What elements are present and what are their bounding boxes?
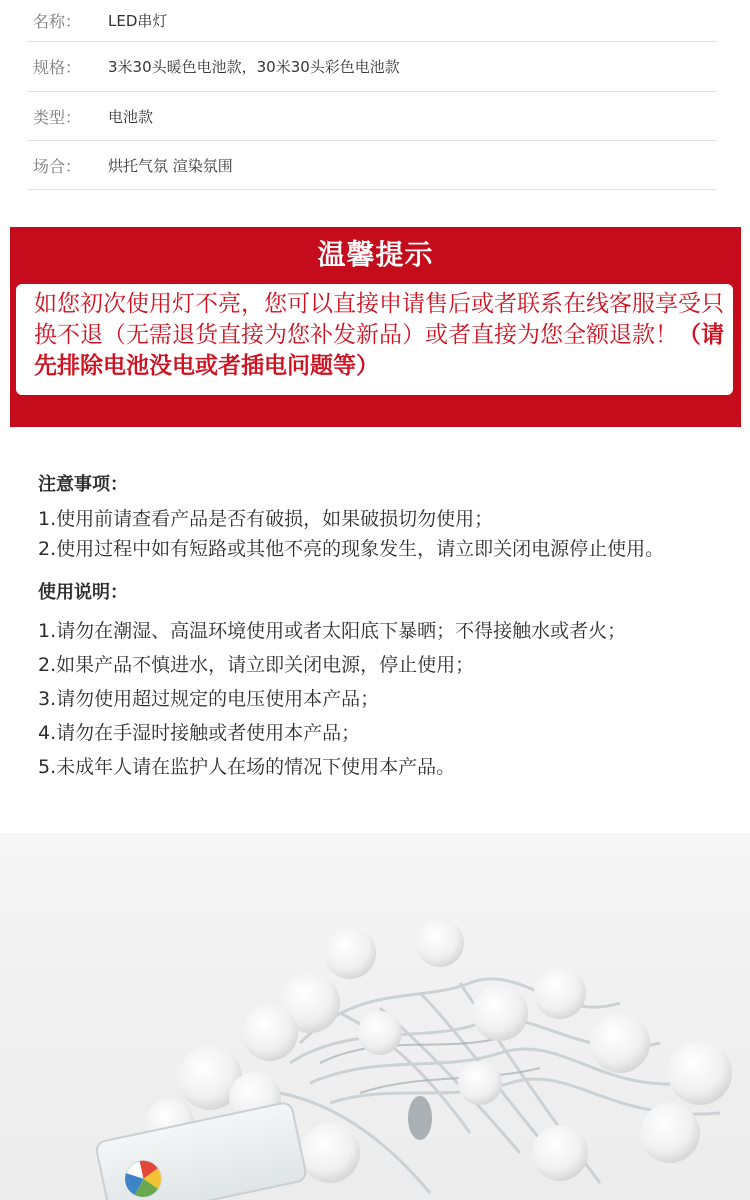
spec-label: 场合： bbox=[33, 156, 82, 176]
spec-row-name bbox=[27, 0, 717, 42]
warm-tip-text-bold: （请先排除电池没电或者插电问题等） bbox=[34, 322, 724, 379]
product-spec-table bbox=[27, 0, 717, 190]
spec-label: 类型： bbox=[33, 107, 82, 127]
spec-value: 3米30头暖色电池款，30米30头彩色电池款 bbox=[108, 58, 400, 76]
spec-row-spec bbox=[27, 42, 717, 92]
spec-label: 规格： bbox=[33, 58, 82, 77]
spec-value: LED串灯 bbox=[108, 12, 168, 30]
warm-tip-box bbox=[16, 284, 733, 395]
instruction-item: 5.未成年人请在监护人在场的情况下使用本产品。 bbox=[38, 756, 456, 778]
warm-tip-banner bbox=[10, 227, 741, 427]
instructions-title: 使用说明： bbox=[38, 582, 128, 603]
caution-item: 1.使用前请查看产品是否有破损，如果破损切勿使用； bbox=[38, 508, 494, 530]
spec-row-occasion bbox=[27, 141, 717, 190]
spec-row-type bbox=[27, 92, 717, 141]
instruction-item: 2.如果产品不慎进水，请立即关闭电源，停止使用； bbox=[38, 654, 475, 676]
instruction-item: 4.请勿在手湿时接触或者使用本产品； bbox=[38, 722, 361, 744]
cautions-section bbox=[38, 470, 738, 564]
warm-tip-text bbox=[34, 289, 724, 382]
caution-item: 2.使用过程中如有短路或其他不亮的现象发生，请立即关闭电源停止使用。 bbox=[38, 538, 665, 560]
warm-tip-title: 温馨提示 bbox=[317, 238, 434, 271]
spec-label: 名称： bbox=[33, 12, 82, 31]
instructions-section bbox=[38, 578, 738, 782]
spec-value: 电池款 bbox=[108, 107, 154, 126]
instruction-item: 1.请勿在潮湿、高温环境使用或者太阳底下暴晒；不得接触水或者火； bbox=[38, 620, 627, 642]
warm-tip-text-normal: 如您初次使用灯不亮，您可以直接申请售后或者联系在线客服享受只换不退（无需退货直接为您补发新品）或者直接为您全额退款！ bbox=[34, 291, 724, 348]
product-photo bbox=[0, 833, 750, 1200]
instruction-item: 3.请勿使用超过规定的电压使用本产品； bbox=[38, 688, 380, 710]
cautions-title: 注意事项： bbox=[38, 474, 128, 495]
spec-value: 烘托气氛 渲染氛围 bbox=[108, 156, 233, 175]
led-string-lights-image bbox=[0, 833, 750, 1200]
